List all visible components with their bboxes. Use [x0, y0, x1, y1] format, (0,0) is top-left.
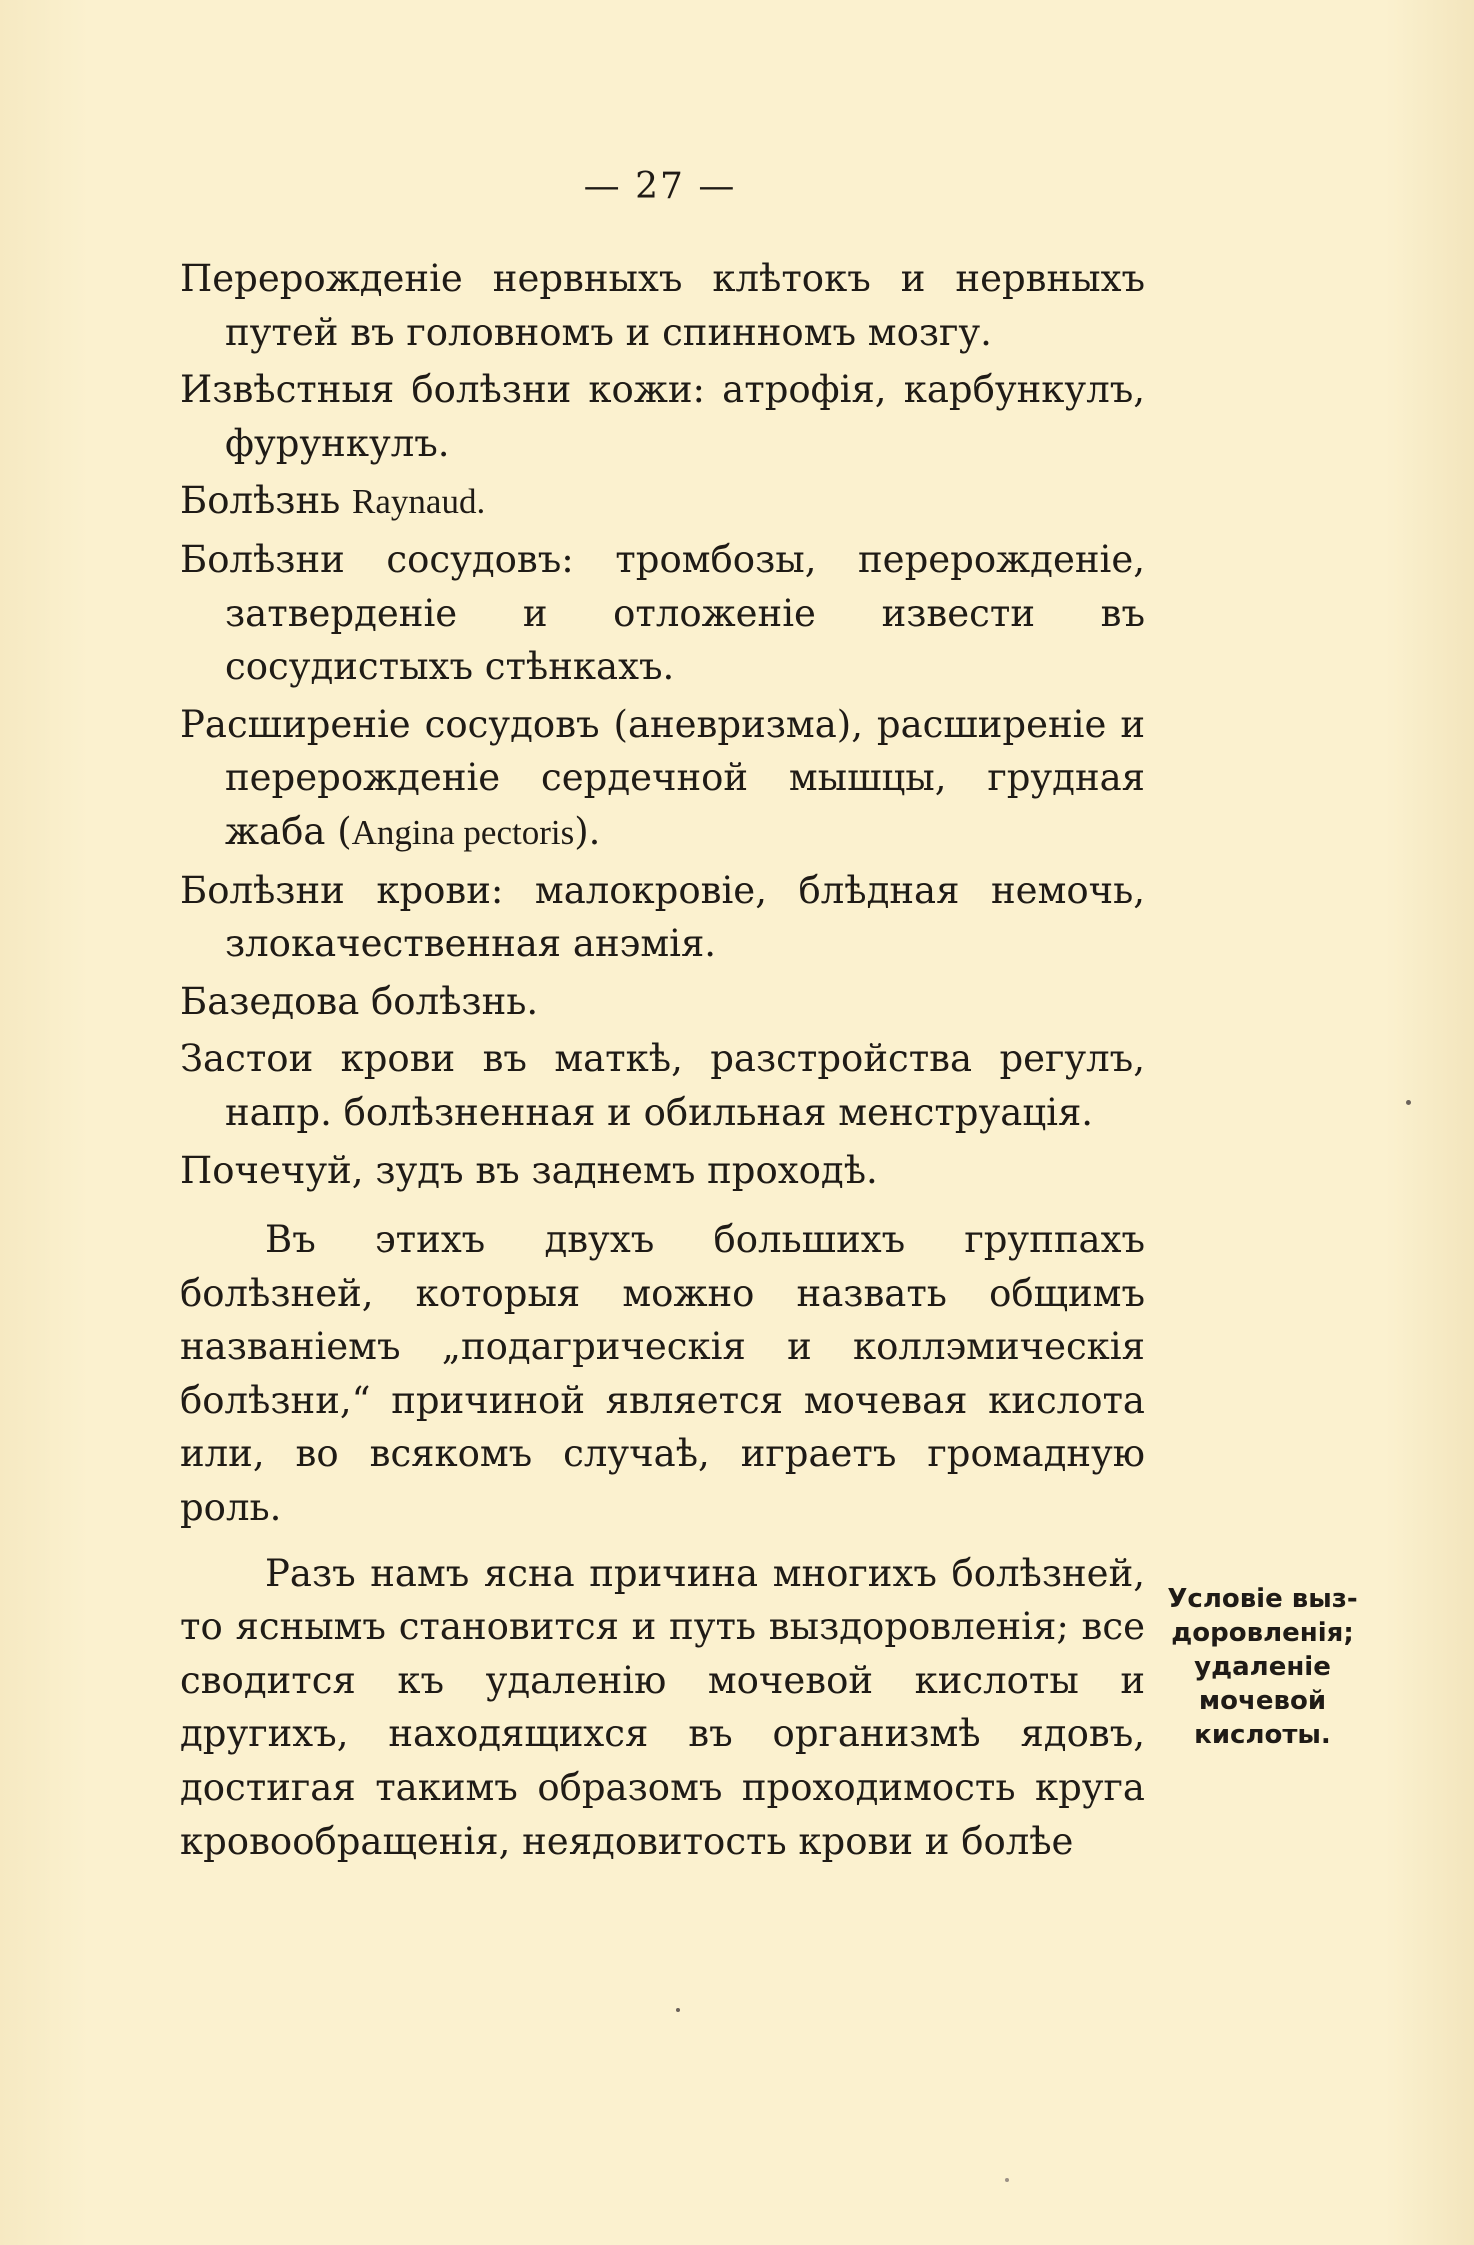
page-number: — 27 —	[583, 166, 737, 207]
list-item: Почечуй, зудъ въ заднемъ проходѣ.	[180, 1148, 878, 1192]
list-item-text-end: ).	[574, 809, 601, 853]
list-item-text: Болѣзнь	[180, 479, 353, 523]
paragraph: Разъ намъ ясна причина многихъ болѣзней, то яснымъ становится и путь выздоровленія; все сводится къ удаленію мочевой кислоты и другихъ, находящихся въ организмѣ ядовъ, достигая такимъ образомъ проходимость круга кровообращенія, неядовитость крови и болѣе	[180, 1551, 1145, 1863]
paper-speck	[1406, 1100, 1411, 1105]
list-item: Перерожденіе нервныхъ клѣтокъ и нервныхъ путей въ головномъ и спинномъ мозгу.	[180, 257, 1145, 354]
paper-speck	[676, 2008, 680, 2012]
paragraph: Въ этихъ двухъ большихъ группахъ болѣзней, которыя можно назвать общимъ названіемъ „подагрическія и коллэмическія болѣзни,“ причиной является мочевая кислота или, во всякомъ случаѣ, играетъ громадную роль.	[180, 1218, 1145, 1530]
margin-note-line: Условіе выз-	[1167, 1584, 1358, 1614]
list-item	[180, 698, 1145, 860]
show-through-margin-note	[1160, 356, 1360, 381]
list-item: Базедова болѣзнь.	[180, 979, 539, 1023]
margin-note-line: кислоты.	[1194, 1720, 1331, 1750]
margin-note-line: удаленіе	[1194, 1652, 1331, 1682]
list-item: Застои крови въ маткѣ, разстройства регулъ, напр. болѣзненная и обильная менструація.	[180, 1037, 1145, 1134]
latin-term: Raynaud.	[352, 482, 486, 522]
latin-term: Angina pectoris	[351, 812, 575, 852]
list-item: Болѣзни сосудовъ: тромбозы, перерожденіе, затверденіе и отложеніе извести въ сосудистыхъ стѣнкахъ.	[180, 537, 1145, 689]
main-text	[180, 252, 1145, 1868]
margin-note-line: доровленія;	[1171, 1618, 1354, 1648]
paper-speck	[1005, 2178, 1009, 2182]
margin-note-line: мочевой	[1198, 1686, 1327, 1716]
list-item: Извѣстныя болѣзни кожи: атрофія, карбункулъ, фурункулъ.	[180, 368, 1145, 465]
list-item-text: Расширеніе сосудовъ (аневризма), расширеніе и перерожденіе сердечной мышцы, грудная жаба (	[180, 702, 1145, 853]
margin-note	[1155, 1582, 1370, 1752]
list-item: Болѣзни крови: малокровіе, блѣдная немочь, злокачественная анэмія.	[180, 868, 1145, 966]
list-item	[180, 474, 1145, 529]
